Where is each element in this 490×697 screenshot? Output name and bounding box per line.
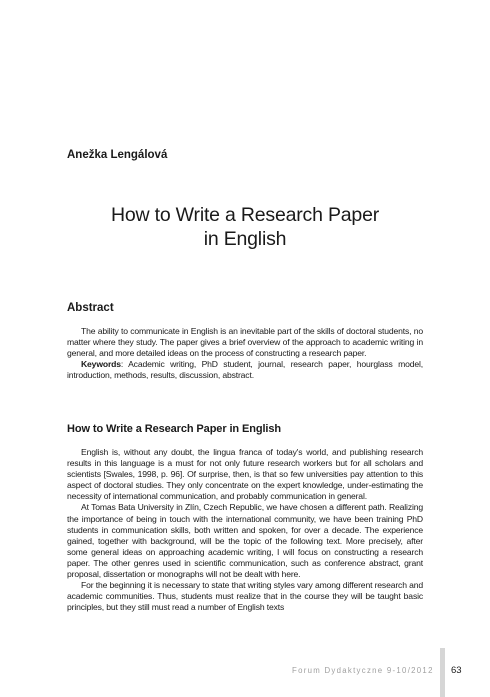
body-paragraph: For the beginning it is necessary to state that writing styles vary among different research and academic communities. Thus, students must realize that in the course they will be taught basic principles, but they still must read a number of English texts bbox=[67, 580, 423, 613]
abstract-body bbox=[67, 326, 423, 381]
abstract-paragraph: The ability to communicate in English is an inevitable part of the skills of doctoral students, no matter where they study. The paper gives a brief overview of the approach to academic writing in general, and more detailed ideas on the process of constructing a research paper. bbox=[67, 326, 423, 359]
author-name: Anežka Lengálová bbox=[67, 149, 168, 161]
keywords-paragraph bbox=[67, 359, 423, 381]
abstract-heading: Abstract bbox=[67, 302, 114, 314]
page-number: 63 bbox=[451, 665, 462, 676]
section-heading: How to Write a Research Paper in English bbox=[67, 423, 282, 435]
body-paragraph: At Tomas Bata University in Zlín, Czech Republic, we have chosen a different path. Realizing the importance of being in touch with the international community, we have been training PhD students in communication skills, both written and spoken, for over a decade. The experience gained, together with background, will be the topic of the following text. More precisely, after some general ideas on approaching academic writing, I will focus on constructing a research paper. The other genres used in scientific communication, such as conference abstract, grant proposal, dissertation or monographs will not be dealt with here. bbox=[67, 502, 423, 580]
paper-title bbox=[0, 203, 490, 251]
section-body bbox=[67, 447, 423, 613]
keywords-label: Keywords bbox=[81, 359, 121, 370]
footer-divider-bar bbox=[440, 648, 445, 697]
title-line-1: How to Write a Research Paper bbox=[110, 204, 380, 226]
title-line-2: in English bbox=[203, 228, 287, 250]
body-paragraph: English is, without any doubt, the lingua franca of today's world, and publishing research results in this language is a must for not only future research workers but for all scholars and scientists [Swales, 1998, p. 96]. Of surprise, then, is that so few universities pay attention to this aspect of doctoral studies. They only concentrate on the expert knowledge, under-estimating the necessity of international communication, and probably communication in general. bbox=[67, 447, 423, 502]
journal-footer: Forum Dydaktyczne 9-10/2012 bbox=[292, 666, 434, 675]
keywords-text: : Academic writing, PhD student, journal, research paper, hourglass model, introduction, methods, results, discussion, abstract. bbox=[67, 359, 423, 381]
